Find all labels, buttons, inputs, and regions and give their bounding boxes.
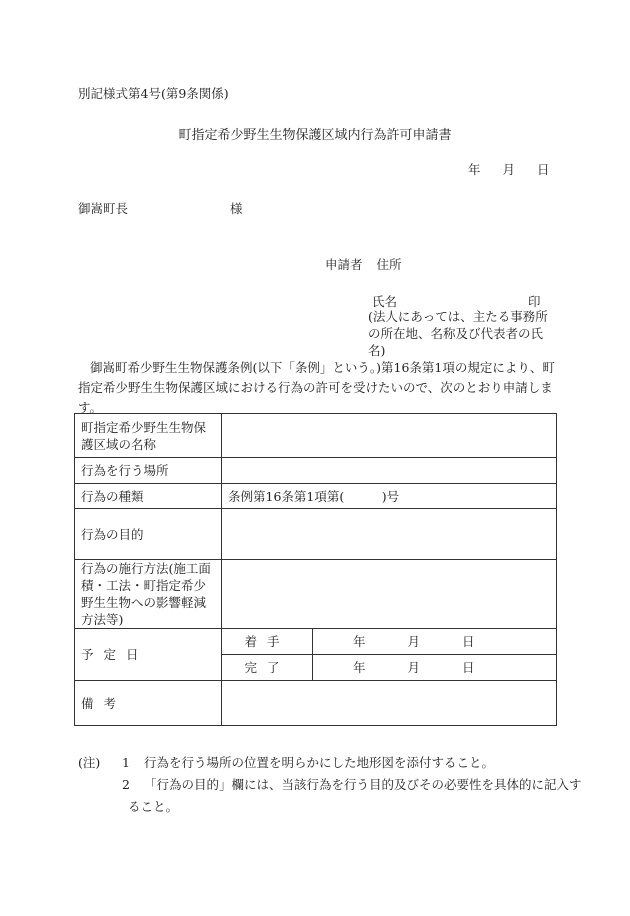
area-name-field[interactable] (222, 414, 557, 458)
date-month: 月 (502, 162, 516, 177)
remarks-label-text: 備考 (81, 695, 127, 711)
purpose-label: 行為の目的 (75, 509, 222, 560)
end-day: 日 (462, 660, 475, 675)
application-date (468, 160, 568, 178)
date-day: 日 (537, 162, 550, 177)
start-day: 日 (462, 634, 475, 649)
name-label: 氏名 (372, 294, 398, 309)
start-date-field[interactable] (313, 629, 557, 655)
applicant-address (325, 255, 412, 273)
date-year: 年 (468, 162, 481, 177)
corporation-note: (法人にあっては、主たる事務所の所在地、名称及び代表者の氏名) (368, 309, 548, 358)
end-label (222, 655, 313, 681)
honorific: 様 (230, 201, 243, 216)
seal-mark: 印 (528, 294, 541, 309)
end-label-text: 完了 (244, 660, 290, 675)
start-year: 年 (353, 634, 366, 649)
schedule-label-text: 予定日 (81, 647, 149, 662)
addressee: 御嵩町長 (78, 201, 129, 216)
remarks-label (75, 681, 222, 726)
end-year: 年 (353, 660, 366, 675)
start-label (222, 629, 313, 655)
purpose-field[interactable] (222, 509, 557, 560)
note-text: 「行為の目的」欄には、当該行為を行う目的及びその必要性を具体的に記入す (144, 777, 582, 792)
start-label-text: 着手 (244, 634, 290, 649)
area-name-label: 町指定希少野生生物保護区域の名称 (75, 414, 222, 458)
applicant-label: 申請者 (325, 257, 363, 272)
end-date-field[interactable] (313, 655, 557, 681)
address-label: 住所 (376, 257, 402, 272)
form-number: 別記様式第4号(第9条関係) (78, 86, 229, 101)
method-field[interactable] (222, 560, 557, 629)
notes (78, 752, 582, 818)
end-month: 月 (407, 660, 421, 675)
page-title: 町指定希少野生生物保護区域内行為許可申請書 (178, 128, 452, 143)
application-table (74, 413, 557, 726)
start-month: 月 (407, 634, 421, 649)
kind-label: 行為の種類 (75, 484, 222, 509)
note-text: 行為を行う場所の位置を明らかにした地形図を添付すること。 (144, 755, 495, 770)
request-statement: 御嵩町希少野生生物保護条例(以下「条例」という。)第16条第1項の規定により、町指定希少野生生物保護区域における行為の許可を受けたいので、次のとおり申請します。 (78, 360, 555, 415)
method-label: 行為の施行方法(施工面積・工法・町指定希少野生生物への影響軽減方法等) (75, 560, 222, 629)
notes-mark: (注) (78, 755, 101, 770)
note-continuation: ること。 (128, 799, 179, 814)
place-label: 行為を行う場所 (75, 458, 222, 484)
note-number: 2 (122, 777, 130, 792)
schedule-label (75, 629, 222, 681)
place-field[interactable] (222, 458, 557, 484)
remarks-field[interactable] (222, 681, 557, 726)
kind-field[interactable]: 条例第16条第1項第( )号 (222, 484, 557, 509)
note-number: 1 (122, 755, 130, 770)
